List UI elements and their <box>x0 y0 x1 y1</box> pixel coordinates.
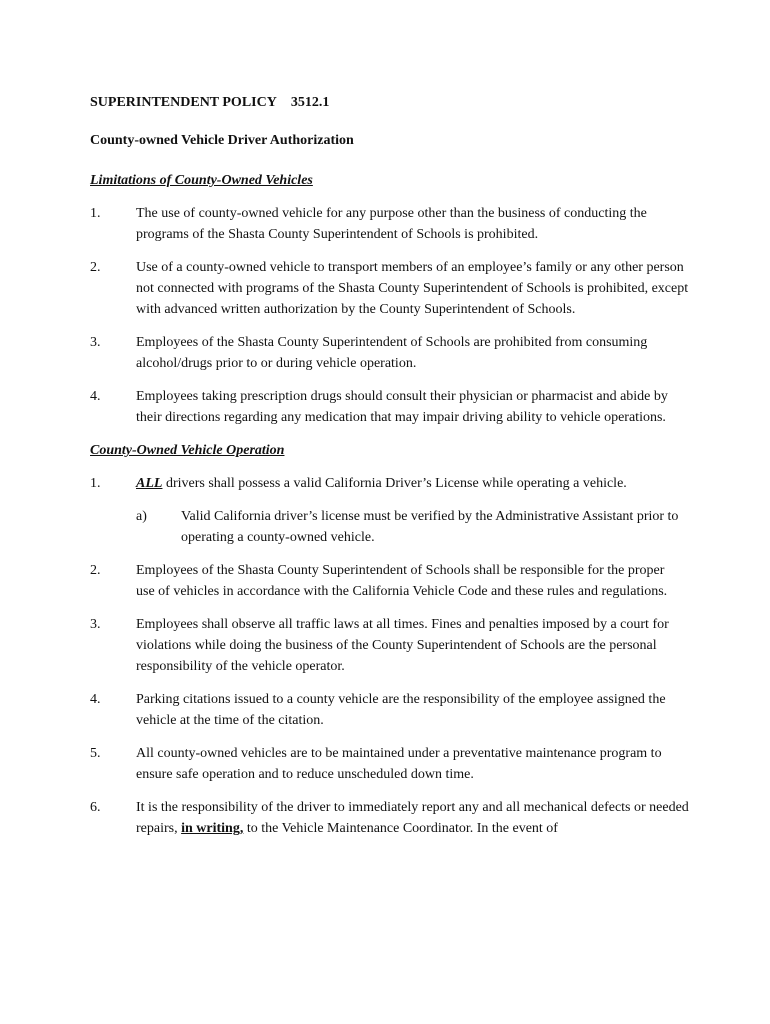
item-text: All county-owned vehicles are to be maintained under a preventative maintenance program to ensure safe operation and to reduce unscheduled down time. <box>136 746 662 782</box>
item-text: The use of county-owned vehicle for any purpose other than the business of conducting the programs of the Shasta County Superintendent of Schools is prohibited. <box>136 206 647 242</box>
item-number: 4. <box>90 389 101 404</box>
item-text: Employees taking prescription drugs should consult their physician or pharmacist and abide by their directions regarding any medication that may impair driving ability to vehicle operations. <box>136 389 668 425</box>
item-number: 1. <box>90 476 101 491</box>
list-item <box>90 332 690 374</box>
limitations-list <box>90 203 690 428</box>
item-text: Employees of the Shasta County Superintendent of Schools shall be responsible for the proper use of vehicles in accordance with the California Vehicle Code and these rules and regulations. <box>136 563 672 599</box>
sub-item-text: Valid California driver’s license must be verified by the Administrative Assistant prior to operating a county-owned vehicle. <box>181 509 679 545</box>
list-item <box>90 560 690 602</box>
list-item <box>90 689 690 731</box>
sub-list-item <box>136 506 690 548</box>
document-title: County-owned Vehicle Driver Authorization <box>90 133 354 148</box>
item-number: 3. <box>90 617 101 632</box>
item-number: 5. <box>90 746 101 761</box>
item-text-before: It is the responsibility of the driver to immediately report any and all mechanical defects or needed repairs, <box>136 800 689 836</box>
item-number: 6. <box>90 800 101 815</box>
item-text: Employees shall observe all traffic laws at all times. Fines and penalties imposed by a court for violations while doing the business of the County Superintendent of Schools are the personal responsibility of the vehicle operator. <box>136 617 669 674</box>
list-item <box>90 743 690 785</box>
operation-list <box>90 473 690 839</box>
item-number: 2. <box>90 260 101 275</box>
item-text: Use of a county-owned vehicle to transport members of an employee’s family or any other person not connected with programs of the Shasta County Superintendent of Schools is prohibited, except with advanced written authorization by the County Superintendent of Schools. <box>136 260 689 317</box>
item-number: 3. <box>90 335 101 350</box>
section-heading-limitations: Limitations of County-Owned Vehicles <box>90 173 313 188</box>
policy-label: SUPERINTENDENT POLICY <box>90 95 277 110</box>
item-number: 4. <box>90 692 101 707</box>
policy-number: 3512.1 <box>290 95 330 110</box>
item-number: 1. <box>90 206 101 221</box>
sub-item-number: a) <box>136 509 147 524</box>
item-text-rest: drivers shall possess a valid California Driver’s License while operating a vehicle. <box>162 476 627 491</box>
item-text <box>136 473 690 494</box>
emphasis-all: ALL <box>136 476 163 491</box>
item-text-after: to the Vehicle Maintenance Coordinator. In the event of <box>243 821 558 836</box>
list-item <box>90 797 690 839</box>
item-text: Employees of the Shasta County Superintendent of Schools are prohibited from consuming alcohol/drugs prior to or during vehicle operation. <box>136 335 648 371</box>
item-number: 2. <box>90 563 101 578</box>
list-item <box>90 386 690 428</box>
document-page <box>90 92 690 839</box>
item-text <box>136 797 690 839</box>
list-item <box>90 473 690 548</box>
list-item <box>90 257 690 320</box>
list-item <box>90 203 690 245</box>
policy-header <box>90 92 690 113</box>
section-heading-operation: County-Owned Vehicle Operation <box>90 443 285 458</box>
emphasis-in-writing: in writing, <box>181 821 244 836</box>
item-text: Parking citations issued to a county vehicle are the responsibility of the employee assigned the vehicle at the time of the citation. <box>136 692 666 728</box>
list-item <box>90 614 690 677</box>
